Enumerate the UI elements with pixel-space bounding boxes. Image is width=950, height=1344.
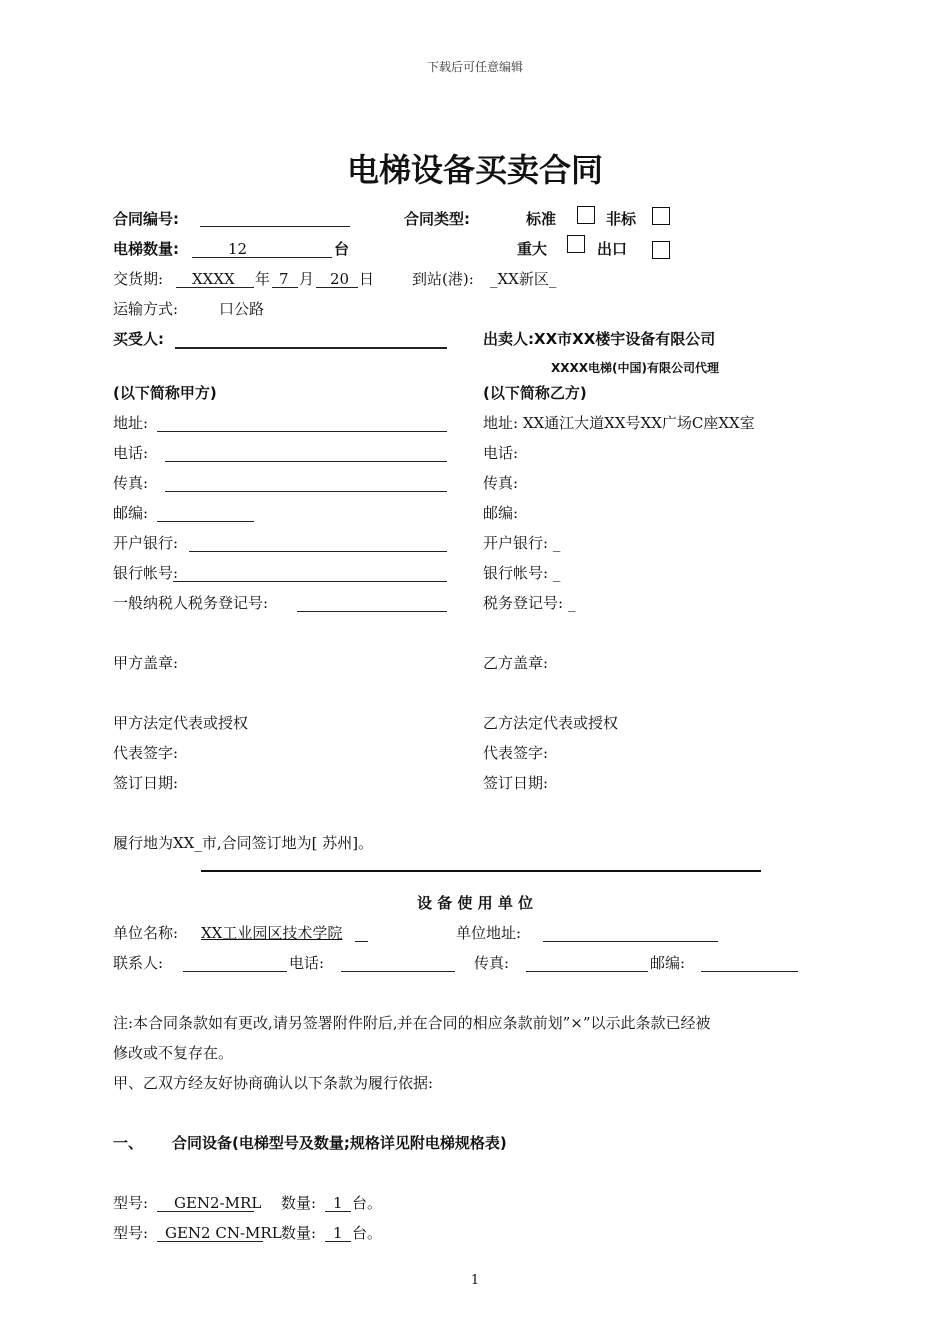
buyer-address-label: 地址: [113, 414, 149, 432]
unit-name-label: 单位名称: [113, 924, 179, 942]
buyer-account-field[interactable] [173, 581, 447, 582]
unit-name-value[interactable]: XX工业园区技术学院 [201, 924, 343, 942]
buyer-phone-label: 电话: [113, 444, 149, 462]
elevator-qty-unit: 台 [334, 240, 350, 258]
day-unit: 日 [359, 270, 375, 288]
major-label: 重大 [517, 240, 548, 258]
seller-rep-sign: 代表签字: [483, 744, 549, 762]
seller-bank: 开户银行: _ [483, 534, 561, 552]
buyer-phone-field[interactable] [165, 461, 447, 462]
model-1-unit: 台。 [352, 1194, 383, 1212]
buyer-rep: 甲方法定代表或授权 [113, 714, 249, 732]
unit-phone-field[interactable] [341, 971, 455, 972]
document-title: 电梯设备买卖合同 [346, 151, 603, 189]
contact-label: 联系人: [113, 954, 164, 972]
model-2-value[interactable]: GEN2 CN-MRL [165, 1224, 282, 1242]
model-2-qty-label: 数量: [281, 1224, 317, 1242]
contract-no-label: 合同编号: [113, 210, 179, 228]
buyer-name-field[interactable] [175, 347, 447, 349]
contact-field[interactable] [183, 971, 287, 972]
seller-alias: (以下简称乙方) [483, 384, 587, 402]
seller-tax: 税务登记号: _ [483, 594, 576, 612]
note-line-2: 修改或不复存在。 [113, 1044, 234, 1062]
buyer-bank-field[interactable] [189, 551, 447, 552]
model-1-qty-label: 数量: [281, 1194, 317, 1212]
station-label: 到站(港): [412, 270, 474, 288]
unit-zip-label: 邮编: [650, 954, 686, 972]
model-2-unit: 台。 [352, 1224, 383, 1242]
buyer-fax-label: 传真: [113, 474, 149, 492]
page-number: 1 [470, 1273, 480, 1288]
delivery-label: 交货期: [113, 270, 164, 288]
buyer-alias: (以下简称甲方) [113, 384, 217, 402]
section-divider [201, 870, 761, 872]
buyer-label: 买受人: [113, 330, 164, 348]
unit-address-label: 单位地址: [456, 924, 522, 942]
header-note: 下载后可任意编辑 [426, 60, 523, 74]
section-1-number: 一、 [113, 1134, 144, 1152]
buyer-zip-field[interactable] [157, 521, 254, 522]
buyer-tax-field[interactable] [297, 611, 447, 612]
seller-rep: 乙方法定代表或授权 [483, 714, 619, 732]
export-checkbox[interactable] [652, 241, 670, 259]
buyer-address-field[interactable] [157, 431, 447, 432]
delivery-month[interactable]: 7 [279, 270, 289, 288]
elevator-qty-underline [192, 257, 332, 258]
section-1-title: 合同设备(电梯型号及数量;规格详见附电梯规格表) [172, 1134, 507, 1152]
station-value[interactable]: _XX新区_ [490, 270, 557, 288]
delivery-day[interactable]: 20 [330, 270, 350, 288]
contract-no-field[interactable] [200, 226, 350, 227]
transport-label: 运输方式: [113, 300, 179, 318]
buyer-date: 签订日期: [113, 774, 179, 792]
nonstandard-label: 非标 [606, 210, 637, 228]
standard-checkbox[interactable] [577, 206, 595, 224]
unit-phone-label: 电话: [289, 954, 325, 972]
elevator-qty-value[interactable]: 12 [228, 240, 248, 258]
buyer-zip-label: 邮编: [113, 504, 149, 522]
model-2-qty[interactable]: 1 [333, 1224, 343, 1242]
seller-zip: 邮编: [483, 504, 519, 522]
seller-fax: 传真: [483, 474, 519, 492]
seller-phone: 电话: [483, 444, 519, 462]
nonstandard-checkbox[interactable] [652, 207, 670, 225]
standard-label: 标准 [526, 210, 557, 228]
export-label: 出口 [597, 240, 628, 258]
elevator-qty-label: 电梯数量: [113, 240, 179, 258]
year-unit: 年 [255, 270, 271, 288]
delivery-year[interactable]: XXXX [192, 270, 235, 288]
month-unit: 月 [299, 270, 315, 288]
buyer-account-label: 银行帐号: [113, 564, 179, 582]
major-checkbox[interactable] [567, 235, 585, 253]
seller-label: 出卖人:XX市XX楼宇设备有限公司 [483, 330, 716, 348]
buyer-seal: 甲方盖章: [113, 654, 179, 672]
buyer-rep-sign: 代表签字: [113, 744, 179, 762]
model-1-value[interactable]: GEN2-MRL [174, 1194, 262, 1212]
model-2-label: 型号: [113, 1224, 149, 1242]
unit-fax-field[interactable] [526, 971, 648, 972]
unit-fax-label: 传真: [474, 954, 510, 972]
seller-account: 银行帐号: _ [483, 564, 561, 582]
unit-zip-field[interactable] [701, 971, 798, 972]
transport-value: 口公路 [219, 300, 265, 318]
seller-date: 签订日期: [483, 774, 549, 792]
confirm-line: 甲、乙双方经友好协商确认以下条款为履行依据: [113, 1074, 434, 1092]
buyer-fax-field[interactable] [165, 491, 447, 492]
seller-seal: 乙方盖章: [483, 654, 549, 672]
buyer-tax-label: 一般纳税人税务登记号: [113, 594, 269, 612]
note-line-1: 注:本合同条款如有更改,请另签署附件附后,并在合同的相应条款前划”×”以示此条款已经被 [113, 1014, 711, 1032]
model-1-qty[interactable]: 1 [333, 1194, 343, 1212]
buyer-bank-label: 开户银行: [113, 534, 179, 552]
seller-address: 地址: XX通江大道XX号XX广场C座XX室 [483, 414, 755, 432]
model-1-label: 型号: [113, 1194, 149, 1212]
user-unit-heading: 设 备 使 用 单 位 [416, 894, 534, 912]
unit-name-tail [355, 941, 368, 942]
place-clause: 履行地为XX_市,合同签订地为[ 苏州]。 [113, 834, 374, 852]
seller-agent: XXXX电梯(中国)有限公司代理 [551, 361, 719, 375]
contract-type-label: 合同类型: [404, 210, 470, 228]
unit-address-field[interactable] [543, 941, 718, 942]
